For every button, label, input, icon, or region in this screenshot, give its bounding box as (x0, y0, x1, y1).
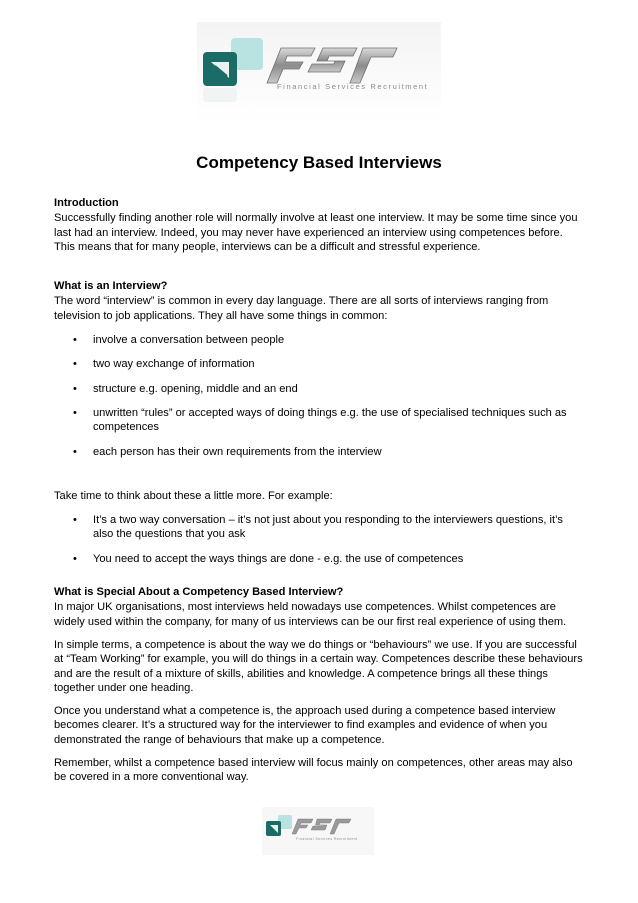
section-heading: What is an Interview? (54, 280, 168, 293)
list-item: • You need to accept the ways things are done - e.g. the use of competences (73, 552, 464, 565)
bullet-icon: • (73, 514, 77, 527)
list-item: • two way exchange of information (73, 358, 255, 371)
paragraph: The word “interview” is common in every day language. There are all sorts of interviews ranging from television to job applications. They all have some things in common: (54, 295, 549, 322)
bullet-icon: • (73, 552, 77, 565)
list-item: • unwritten “rules” or accepted ways of doing things e.g. the use of specialised techniques such as competences (73, 406, 567, 434)
bullet-icon: • (73, 358, 77, 371)
list-item: • structure e.g. opening, middle and an end (73, 382, 298, 395)
list-item: • each person has their own requirements from the interview (73, 445, 382, 458)
paragraph: Once you understand what a competence is, the approach used during a competence based interview becomes clearer. It’s a structured way for the interviewer to find examples and evidence of when you demonstrated the range of behaviours that make up a competence. (54, 705, 556, 746)
list-item: • involve a conversation between people (73, 334, 285, 347)
bullet-list (54, 513, 584, 566)
paragraph: Take time to think about these a little more. For example: (54, 489, 333, 502)
bullet-icon: • (73, 445, 77, 458)
paragraph: In major UK organisations, most interviews held nowadays use competences. Whilst competences are widely used within the company, for many of us interviews can be our first real experience of using them. (54, 601, 567, 628)
fsr-logo (197, 22, 441, 122)
list-item: • It’s a two way conversation – it’s not just about you responding to the interviewers questions, it’s also the questions that you ask (73, 514, 563, 541)
bullet-icon: • (73, 406, 77, 419)
bullet-icon: • (73, 382, 77, 395)
bullet-icon: • (73, 334, 77, 347)
document-body (54, 196, 584, 785)
bullet-list (54, 333, 584, 459)
page-title: Competency Based Interviews (196, 153, 442, 172)
footer-logo-tagline: Financial Services Recruitment (296, 837, 358, 841)
paragraph: In simple terms, a competence is about the way we do things or “behaviours” we use. If you are successful at “Team Working” for example, you will do things in a certain way. Competences describe these behaviours and are the result of a mixture of skills, abilities and knowledge. A competence brings all these things together under one heading. (54, 638, 583, 694)
paragraph: Successfully finding another role will normally involve at least one interview. It may be some time since you last had an interview. Indeed, you may never have experienced an interview using competences before. This means that for many people, interviews can be a difficult and stressful experience. (54, 212, 578, 253)
section-heading: Introduction (54, 197, 119, 209)
section-heading: What is Special About a Competency Based Interview? (54, 586, 344, 599)
logo-tagline: Financial Services Recruitment (277, 82, 429, 91)
paragraph: Remember, whilst a competence based interview will focus mainly on competences, other areas may also be covered in a more conventional way. (54, 757, 573, 784)
fsr-footer-logo (262, 807, 374, 855)
